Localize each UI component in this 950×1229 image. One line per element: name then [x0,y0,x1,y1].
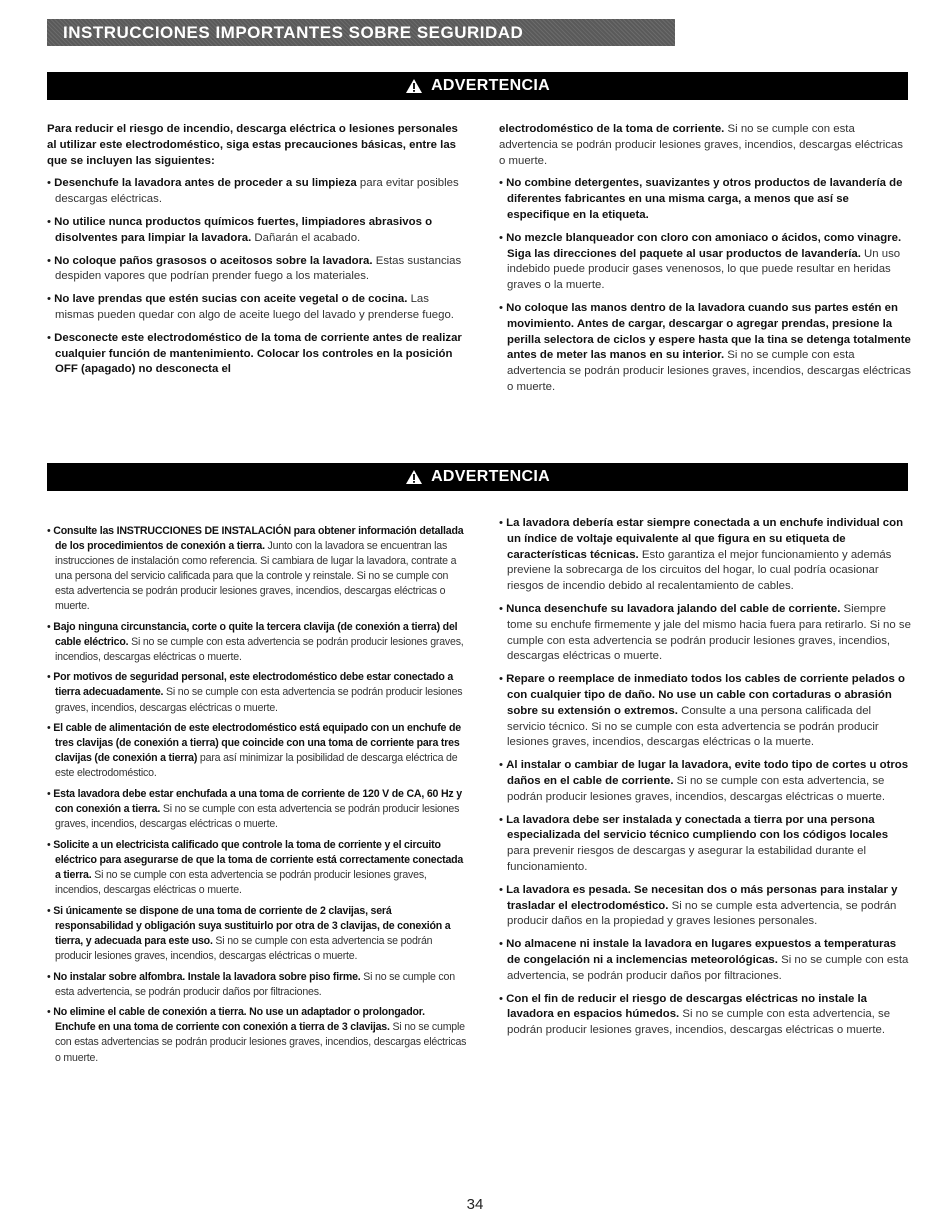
item-bold-text: No elimine el cable de conexión a tierra. No use un adaptador o prolongador. Enchufe en una toma de corriente con conexión a tierra de 3 clavijas. [53,1006,425,1034]
bullet-icon: • [47,331,55,344]
item-bold-text: Con el fin de reducir el riesgo de descargas eléctricas no instale la lavadora en espacios húmedos. [506,992,867,1021]
bullet-icon: • [499,759,507,772]
list-item [47,787,467,832]
page-number: 34 [466,1196,484,1213]
item-bold-text: La lavadora debería estar siempre conectada a un enchufe individual con un índice de voltaje equivalente al que figura en su etiqueta de características técnicas. [506,517,904,561]
bullet-icon: • [499,602,507,615]
item-text: Consulte a una persona calificada del servicio técnico. Si no se cumple con esta advertencia se podrán producir lesiones graves, incendios, descargas eléctricas o la muerte. [507,704,879,749]
item-bold-text: La lavadora debe ser instalada y conectada a tierra por una persona especializada del servicio técnico cumpliendo con los códigos locales [506,813,889,842]
bullet-icon: • [47,904,54,917]
list-item [47,970,467,1000]
item-bold-text: Desconecte este electrodoméstico de la toma de corriente antes de realizar cualquier función de mantenimiento. Colocar los controles en la posición OFF (apagado) no desconecta el [54,331,462,376]
warning-banner-2 [47,463,908,491]
item-text: Esto garantiza el mejor funcionamiento y además previene la sobrecarga de los circuitos del hogar, lo cual podría ocasionar riesgos de incendio debido al recalentamiento de cables. [507,548,892,593]
list-item [499,602,911,665]
list-item [47,670,467,715]
list-item [499,301,911,396]
section2-left-column [47,518,467,1066]
bullet-icon: • [499,883,507,896]
list-item [47,1005,467,1065]
list-item [499,672,911,751]
item-bold-text: Repare o reemplace de inmediato todos los cables de corriente pelados o con cualquier tipo de daño. No use un cable con cortaduras o abrasión sobre su extensión o extremos. [506,673,905,717]
bullet-icon: • [499,673,507,686]
list-item [499,516,911,595]
item-text: Si no se cumple con esta advertencia se podrán producir lesiones graves, incendios, descargas eléctricas o muerte. [55,686,463,714]
item-text: para prevenir riesgos de descargas y asegurar la estabilidad durante el funcionamiento. [507,845,867,873]
item-text: Si no se cumple con esta advertencia se podrán producir lesiones graves, incendios, descargas eléctricas o muerte. [55,868,427,897]
bullet-icon: • [499,813,507,826]
bullet-icon: • [47,671,54,684]
item-text: Si no se cumple con esta advertencia se podrán producir lesiones graves, incendios, descargas eléctricas o muerte. [507,349,911,393]
item-text: Un uso indebido puede producir gases venenosos, lo que puede resultar en heridas graves o la muerte. [507,247,901,292]
item-bold-text: No coloque paños grasosos o aceitosos sobre la lavadora. [54,254,373,267]
item-text: Las mismas pueden quedar con algo de aceite luego del lavado y prenderse fuego. [55,293,454,321]
item-bold-text: Al instalar o cambiar de lugar la lavadora, evite todo tipo de cortes u otros daños en el cable de corriente. [506,759,909,787]
list-item [47,215,462,247]
bullet-icon: • [47,722,54,735]
bullet-icon: • [47,838,54,851]
item-text: Si no se cumple con esta advertencia, se podrán producir daños por filtraciones. [55,970,455,998]
list-item [47,838,467,898]
list-item [47,721,467,781]
list-item [499,176,911,223]
bullet-icon: • [47,788,54,800]
item-bold-text: No lave prendas que estén sucias con aceite vegetal o de cocina. [54,293,408,306]
list-item [499,813,911,876]
item-text: Si no se cumple con esta advertencia se podrán producir lesiones graves, incendios, descargas eléctricas o muerte. [55,803,460,831]
section1-left-column [47,122,462,378]
page-title: INSTRUCCIONES IMPORTANTES SOBRE SEGURIDAD [47,19,675,46]
bullet-icon: • [499,938,507,951]
bullet-icon: • [47,970,54,983]
item-bold-text: No combine detergentes, suavizantes y otros productos de lavandería de diferentes fabricantes en una misma carga, a menos que así se especifique en la etiqueta. [506,177,903,221]
item-bold-text: Solicite a un electricista calificado que controle la toma de corriente y el circuito eléctrico para asegurarse de que la toma de corriente está correctamente conectada a tierra. [53,838,464,881]
list-item [47,292,462,324]
list-item [47,524,467,615]
list-item [47,904,467,964]
bullet-icon: • [47,254,55,267]
bullet-icon: • [499,517,507,529]
bullet-icon: • [47,293,55,306]
item-text: Si no se cumple con esta advertencia, se podrán producir daños por filtraciones. [507,953,909,982]
list-item [47,176,462,208]
list-item [499,937,911,984]
item-bold-text: Esta lavadora debe estar enchufada a una toma de corriente de 120 V de CA, 60 Hz y con conexión a tierra. [53,788,462,816]
warning-banner-label: ADVERTENCIA [431,468,550,485]
bullet-icon: • [47,524,54,537]
intro-text: Para reducir el riesgo de incendio, descarga eléctrica o lesiones personales al utilizar este electrodoméstico, siga estas precauciones básicas, entre las que se incluyen las siguientes: [47,123,458,167]
item-bold-text: Si únicamente se dispone de una toma de corriente de 2 clavijas, será responsabilidad y obligación suya sustituirlo por otra de 3 clavijas, de conexión a tierra, y adecuada para este uso. [53,904,451,947]
section2-right-column [499,516,911,1039]
bullet-icon: • [499,992,507,1005]
bullet-icon: • [499,231,507,244]
item-text: Si no se cumple esta advertencia, se podrán producir daños en la propiedad y graves lesiones personales. [507,899,897,928]
item-text: Si no se cumple con esta advertencia, se podrán producir lesiones graves, incendios, descargas eléctricas o muerte. [507,1008,891,1037]
item-text: Si no se cumple con esta advertencia se podrán producir lesiones graves, incendios, descargas eléctricas o muerte. [55,934,433,962]
item-text: Si no se cumple con estas advertencias se podrán producir lesiones graves, incendios, descargas eléctricas o muerte. [55,1021,467,1064]
item-text: Estas sustancias despiden vapores que podrían prender fuego a los materiales. [55,254,462,283]
warning-triangle-icon [405,78,423,94]
item-text: Dañarán el acabado. [251,231,361,244]
item-text: para evitar posibles descargas eléctricas. [55,177,459,206]
list-item [47,331,462,378]
item-bold-text: La lavadora es pesada. Se necesitan dos o más personas para instalar y trasladar el electrodoméstico. [506,883,898,912]
item-bold-text: No almacene ni instale la lavadora en lugares expuestos a temperaturas de congelación ni a inclemencias meteorológicas. [506,938,897,966]
item-bold-text: Bajo ninguna circunstancia, corte o quite la tercera clavija (de conexión a tierra) del cable eléctrico. [53,620,458,648]
item-text: Junto con la lavadora se encuentran las instrucciones de instalación como referencia. Si cambiara de lugar la lavadora, contrate a una persona del servicio calificada para que la controle y reinstale. Si no se cumple con esta advertencia se podrán producir lesiones graves, incendios, descargas eléctricas o muerte. [55,539,457,612]
item-text: para así minimizar la posibilidad de descarga eléctrica de este electrodoméstico. [55,752,458,780]
item-text: Si no se cumple con esta advertencia, se podrán producir lesiones graves, incendios, descargas eléctricas o muerte. [507,774,885,803]
warning-banner-1 [47,72,908,100]
bullet-icon: • [47,620,54,633]
list-item [499,883,911,930]
list-item [47,620,467,665]
bullet-icon: • [47,177,55,190]
bullet-icon: • [499,177,507,190]
warning-triangle-icon [405,469,423,485]
item-bold-text: Desenchufe la lavadora antes de proceder a su limpieza [54,177,357,190]
item-bold-text: Nunca desenchufe su lavadora jalando del cable de corriente. [506,602,841,615]
item-bold-text: Consulte las INSTRUCCIONES DE INSTALACIÓN para obtener información detallada de los procedimientos de conexión a tierra. [53,524,464,552]
item-text: Si no se cumple con esta advertencia se podrán producir lesiones graves, incendios, descargas eléctricas o muerte. [55,635,464,663]
item-bold-text: El cable de alimentación de este electrodoméstico está equipado con un enchufe de tres clavijas (de conexión a tierra) que coincide con una toma de corriente para tres clavijas (de conexión a tierra) [53,722,461,765]
list-item [499,758,911,805]
bullet-icon: • [47,215,55,228]
bullet-icon: • [47,1006,54,1019]
bullet-icon: • [499,301,507,314]
continuation-text: electrodoméstico de la toma de corriente. Si no se cumple con esta advertencia se podrán producir lesiones graves, incendios, descargas eléctricas o muerte. [499,123,903,167]
list-item [47,254,462,286]
item-text: Siempre tome su enchufe firmemente y jale del mismo hacia fuera para retirarlo. Si no se cumple con esta advertencia se podrán producir lesiones graves, incendios, descargas eléctricas o muerte. [507,602,911,663]
list-item [499,231,911,294]
item-bold-text: No utilice nunca productos químicos fuertes, limpiadores abrasivos o disolventes para limpiar la lavadora. [54,215,433,244]
list-item [499,992,911,1039]
item-bold-text: No instalar sobre alfombra. Instale la lavadora sobre piso firme. [53,970,361,983]
item-bold-text: Por motivos de seguridad personal, este electrodoméstico debe estar conectado a tierra adecuadamente. [53,671,454,699]
item-bold-text: No mezcle blanqueador con cloro con amoniaco o ácidos, como vinagre. Siga las direcciones del paquete al usar productos de lavandería. [506,231,902,260]
warning-banner-label: ADVERTENCIA [431,77,550,94]
item-bold-text: No coloque las manos dentro de la lavadora cuando sus partes estén en movimiento. Antes de cargar, descargar o agregar prendas, presione la perilla selectora de ciclos y espere hasta que la tina se detenga totalmente antes de meter las manos en su interior. [506,301,911,362]
section1-right-column [499,122,911,396]
